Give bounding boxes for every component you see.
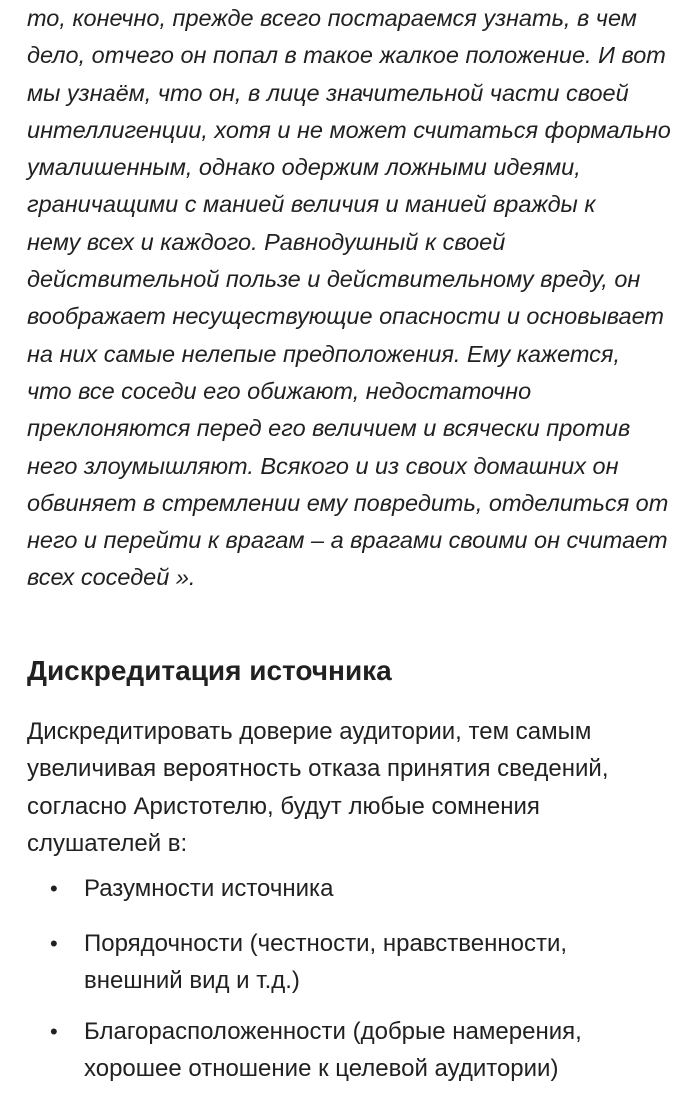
quote-line: граничащими с манией величия и манией вражды к [27,191,596,218]
quote-line: всех соседей ». [27,564,196,591]
list-item-text: Разумности источника [84,875,334,902]
quote-block [27,0,677,597]
quote-line: мы узнаём, что он, в лице значительной части своей [27,79,629,106]
quote-line: воображает несуществующие опасности и основывает [27,303,665,330]
section-heading: Дискредитация источника [27,655,392,686]
list-item-text: внешний вид и т.д.) [84,967,300,995]
quote-line: то, конечно, прежде всего постараемся узнать, в чем [27,5,637,31]
list-item [27,925,567,1000]
quote-line: умалишенным, однако одержим ложными идеями, [27,154,581,181]
quote-line: на них самые нелепые предположения. Ему кажется, [27,340,621,367]
quote-line: преклоняются перед его величием и всячески против [27,415,631,442]
list-item-text: Благорасположенности (добрые намерения, [84,1018,582,1045]
bullet-icon: • [50,1019,58,1044]
quote-line: нему всех и каждого. Равнодушный к своей [27,228,506,255]
quote-line: интеллигенции, хотя и не может считаться формально [27,116,671,143]
bullet-icon: • [50,931,58,956]
list-item [27,1013,582,1088]
quote-line: него и перейти к врагам – а врагами своими он считает [27,527,668,554]
paragraph-line: Дискредитировать доверие аудитории, тем самым [27,718,592,745]
list-item-text: хорошее отношение к целевой аудитории) [84,1055,559,1083]
quote-line: него злоумышляют. Всякого и из своих домашних он [27,452,619,479]
paragraph-line: увеличивая вероятность отказа принятия сведений, [27,755,609,783]
list-item [27,870,333,907]
list-item-text: Порядочности (честности, нравственности, [84,930,568,957]
quote-line: что все соседи его обижают, недостаточно [27,377,532,404]
section-paragraph [27,713,677,862]
quote-line: обвиняет в стремлении ему повредить, отделиться от [27,489,669,516]
paragraph-line: слушателей в: [27,829,188,857]
bullet-icon: • [50,876,58,901]
article-content [27,0,677,1083]
quote-line: дело, отчего он попал в такое жалкое положение. И вот [27,42,666,69]
paragraph-line: согласно Аристотелю, будут любые сомнения [27,792,540,820]
quote-line: действительной пользе и действительному вреду, он [27,266,641,293]
